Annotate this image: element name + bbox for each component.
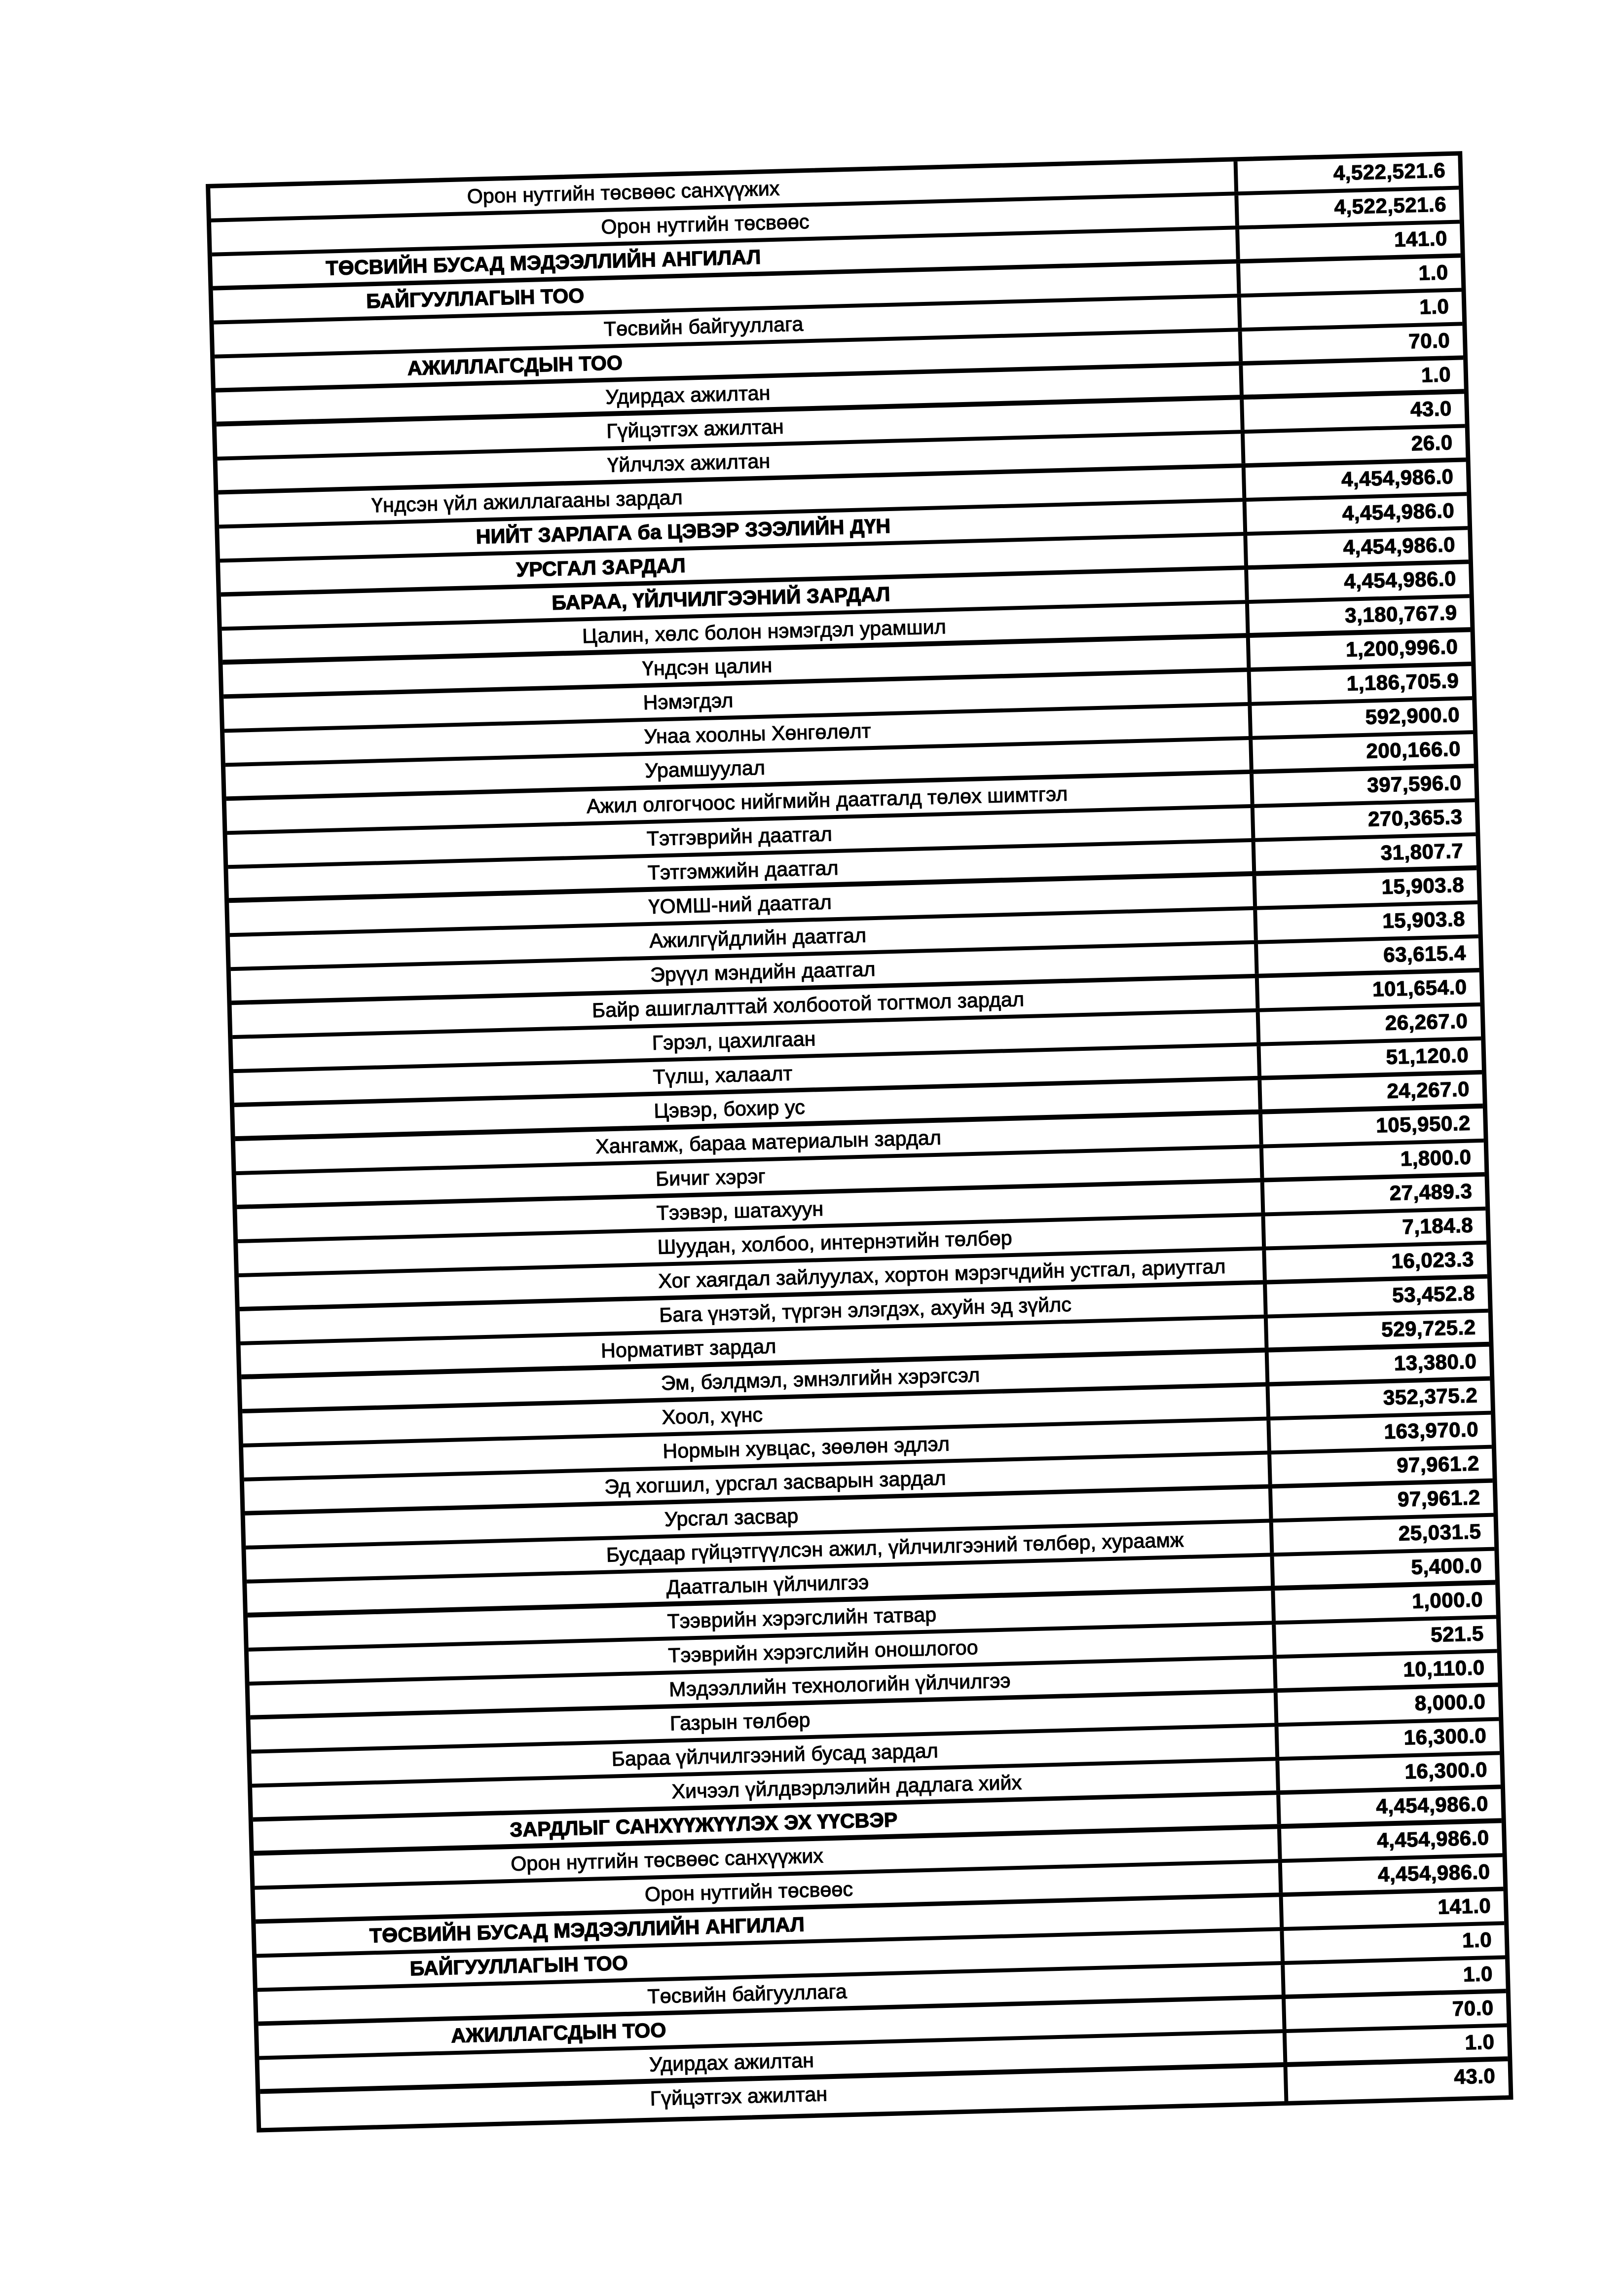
- row-label: АЖИЛЛАГСДЫН ТОО: [407, 351, 623, 380]
- row-label: НИЙТ ЗАРЛАГА ба ЦЭВЭР ЗЭЭЛИЙН ДҮН: [476, 514, 891, 548]
- row-label: Цалин, хөлс болон нэмэгдэл урамшил: [582, 615, 947, 648]
- row-value: 70.0: [1282, 1993, 1507, 2029]
- row-value: 397,596.0: [1250, 768, 1475, 804]
- row-value: 5,400.0: [1270, 1551, 1495, 1586]
- row-value: 51,120.0: [1256, 1040, 1481, 1076]
- row-label: Тээврийн хэрэгслийн оношлогоо: [667, 1636, 979, 1667]
- row-value: 1.0: [1280, 1925, 1505, 1961]
- row-value: 15,903.8: [1252, 870, 1477, 906]
- row-value: 31,807.7: [1252, 836, 1476, 871]
- row-label: Үндсэн үйл ажиллагааны зардал: [371, 485, 683, 517]
- row-label: Урсгал засвар: [664, 1504, 799, 1531]
- row-value: 43.0: [1284, 2061, 1509, 2101]
- row-label: БАЙГУУЛЛАГЫН ТОО: [366, 284, 585, 313]
- budget-table: [206, 151, 1513, 2132]
- row-value: 4,454,986.0: [1244, 564, 1469, 600]
- row-label: Нэмэгдэл: [643, 689, 734, 714]
- row-label: АЖИЛЛАГСДЫН ТОО: [450, 2018, 667, 2047]
- row-value: 1,800.0: [1259, 1143, 1484, 1178]
- row-value: 4,454,986.0: [1243, 530, 1468, 565]
- row-label: ТӨСВИЙН БУСАД МЭДЭЭЛЛИЙН АНГИЛАЛ: [325, 245, 761, 280]
- row-label: Эрүүл мэндийн даатгал: [650, 958, 876, 986]
- row-label: Орон нутгийн төсвөөс санхүүжих: [467, 177, 780, 208]
- row-label: Газрын төлбөр: [669, 1708, 811, 1735]
- row-label: Гүйцэтгэх ажилтан: [606, 415, 784, 443]
- row-label: Хоол, хүнс: [662, 1403, 763, 1429]
- row-value: 4,522,521.6: [1234, 190, 1459, 226]
- row-value: 352,375.2: [1266, 1381, 1491, 1417]
- row-value: 200,166.0: [1249, 734, 1474, 770]
- row-value: 15,903.8: [1253, 904, 1478, 940]
- row-label: Түлш, халаалт: [653, 1062, 793, 1088]
- row-value: 26.0: [1241, 428, 1466, 463]
- row-label: УРСГАЛ ЗАРДАЛ: [516, 554, 686, 581]
- row-label: Төсвийн байгууллага: [603, 312, 804, 340]
- row-value: 1,000.0: [1271, 1585, 1496, 1621]
- row-value: 101,654.0: [1255, 972, 1480, 1008]
- row-label: Нормын хувцас, зөөлөн эдлэл: [662, 1432, 950, 1463]
- row-value: 141.0: [1279, 1891, 1504, 1927]
- row-label: БАРАА, ҮЙЛЧИЛГЭЭНИЙ ЗАРДАЛ: [551, 582, 891, 614]
- row-label: Ажил олгогчоос нийгмийн даатгалд төлөх шимтгэл: [586, 782, 1069, 818]
- row-label: Орон нутгийн төсвөөс: [600, 210, 810, 239]
- row-value: 97,961.2: [1267, 1449, 1492, 1484]
- row-label: Ажилгүйдлийн даатгал: [649, 924, 867, 952]
- row-label: Тэтгэмжийн даатгал: [647, 856, 839, 885]
- row-value: 1.0: [1283, 2027, 1508, 2062]
- row-value: 105,950.2: [1258, 1109, 1483, 1145]
- row-label: Төсвийн байгууллага: [647, 1980, 848, 2008]
- row-label: Унаа хоолны Хөнгөлөлт: [644, 719, 872, 748]
- row-value: 3,180,767.9: [1245, 598, 1470, 633]
- row-value: 97,961.2: [1268, 1483, 1493, 1519]
- row-label: Бусдаар гүйцэтгүүлсэн ажил, үйлчилгээний төлбөр, хураамж: [606, 1528, 1184, 1566]
- row-label: Тэтгэврийн даатгал: [646, 822, 833, 851]
- row-value: 1,200,996.0: [1246, 632, 1471, 667]
- row-label: ЗАРДЛЫГ САНХҮҮЖҮҮЛЭХ ЭХ ҮҮСВЭР: [509, 1808, 898, 1841]
- row-value: 4,454,986.0: [1278, 1857, 1503, 1892]
- row-value: 70.0: [1238, 326, 1463, 361]
- row-value: 141.0: [1235, 223, 1460, 259]
- row-label: Гэрэл, цахилгаан: [652, 1027, 816, 1054]
- row-label: Үйлчлэх ажилтан: [607, 449, 771, 477]
- row-label: Эд хогшил, урсгал засварын зардал: [604, 1466, 947, 1498]
- row-label: Бараа үйлчилгээний бусад зардал: [611, 1739, 939, 1771]
- row-value: 16,023.3: [1262, 1245, 1487, 1280]
- row-label: Бага үнэтэй, түргэн элэгдэх, ахуйн эд зүйлс: [659, 1293, 1072, 1327]
- row-label: Хичээл үйлдвэрлэлийн дадлага хийх: [671, 1771, 1022, 1803]
- row-label: Орон нутгийн төсвөөс: [644, 1877, 853, 1906]
- row-label: Удирдах ажилтан: [649, 2049, 814, 2076]
- row-label: Хог хаягдал зайлуулах, хортон мэрэгчдийн устгал, ариутгал: [658, 1255, 1226, 1293]
- row-value: 4,454,986.0: [1243, 496, 1468, 532]
- row-value: 4,522,521.6: [1234, 156, 1459, 192]
- row-label: Хангамж, бараа материалын зардал: [595, 1126, 942, 1158]
- row-value: 13,380.0: [1265, 1347, 1490, 1382]
- row-value: 26,267.0: [1256, 1006, 1481, 1042]
- row-value: 43.0: [1240, 394, 1465, 430]
- row-value: 10,110.0: [1273, 1653, 1498, 1688]
- row-value: 27,489.3: [1260, 1177, 1485, 1213]
- row-label: Эм, бэлдмэл, эмнэлгийн хэрэгсэл: [661, 1363, 980, 1395]
- row-value: 4,454,986.0: [1242, 462, 1467, 498]
- row-label: БАЙГУУЛЛАГЫН ТОО: [409, 1951, 628, 1980]
- row-value: 4,454,986.0: [1276, 1789, 1501, 1824]
- row-label: ҮОМШ-ний даатгал: [648, 890, 832, 918]
- row-value: 270,365.3: [1251, 802, 1475, 838]
- row-label: Тээвэр, шатахуун: [656, 1197, 824, 1224]
- row-value: 1.0: [1236, 258, 1461, 294]
- row-label: Нормативт зардал: [600, 1334, 777, 1362]
- row-label: Урамшуулал: [644, 756, 766, 782]
- row-value: 24,267.0: [1257, 1074, 1482, 1110]
- row-value: 53,452.8: [1263, 1279, 1488, 1315]
- row-label: Удирдах ажилтан: [605, 381, 771, 408]
- row-label: Бичиг хэрэг: [655, 1164, 766, 1190]
- row-label: Гүйцэтгэх ажилтан: [650, 2082, 828, 2110]
- row-value: 1,186,705.9: [1247, 666, 1472, 702]
- row-label: Шуудан, холбоо, интернэтийн төлбөр: [657, 1226, 1013, 1259]
- row-value: 16,300.0: [1275, 1721, 1500, 1757]
- row-value: 529,725.2: [1264, 1313, 1489, 1348]
- row-value: 8,000.0: [1274, 1687, 1499, 1723]
- row-label: Мэдээллийн технологийн үйлчилгээ: [668, 1669, 1011, 1701]
- row-label: Үндсэн цалин: [642, 654, 773, 680]
- row-label: ТӨСВИЙН БУСАД МЭДЭЭЛЛИЙН АНГИЛАЛ: [369, 1913, 805, 1947]
- row-value: 4,454,986.0: [1277, 1823, 1502, 1859]
- row-label: Байр ашиглалттай холбоотой тогтмол зардал: [591, 988, 1025, 1022]
- row-value: 1.0: [1237, 292, 1462, 328]
- row-value: 592,900.0: [1248, 700, 1473, 736]
- row-value: 1.0: [1239, 360, 1464, 395]
- row-value: 7,184.8: [1261, 1211, 1486, 1247]
- row-label: Цэвэр, бохир ус: [653, 1095, 806, 1122]
- row-value: 1.0: [1281, 1959, 1506, 1995]
- row-label: Даатгалын үйлчилгээ: [666, 1570, 869, 1599]
- row-label: Орон нутгийн төсвөөс санхүүжих: [510, 1844, 824, 1875]
- row-value: 25,031.5: [1269, 1517, 1494, 1553]
- row-value: 16,300.0: [1275, 1755, 1500, 1790]
- row-value: 63,615.4: [1254, 938, 1479, 974]
- row-label: Тээврийн хэрэгслийн татвар: [666, 1603, 937, 1633]
- row-value: 521.5: [1272, 1619, 1497, 1655]
- row-value: 163,970.0: [1266, 1415, 1491, 1451]
